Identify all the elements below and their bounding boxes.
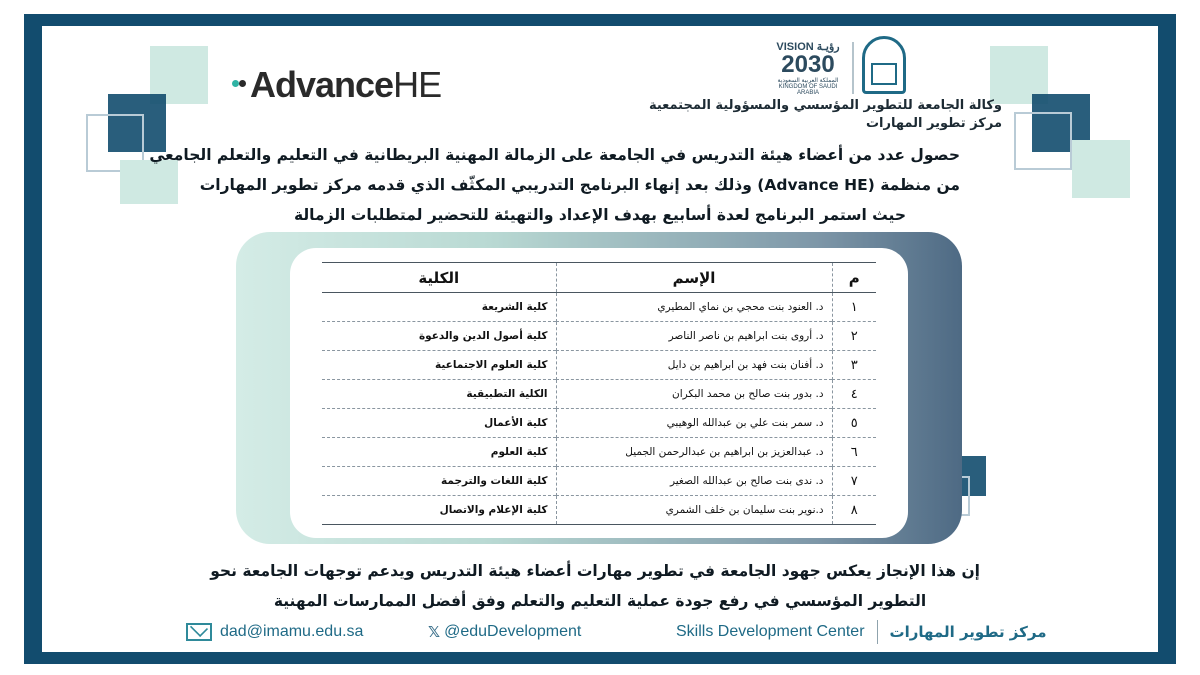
row-num: ١ [832,293,876,322]
row-num: ٦ [832,438,876,467]
university-logo-icon [862,36,906,94]
center-name-ar: مركز تطوير المهارات [889,623,1047,641]
x-handle-text: @eduDevelopment [444,623,582,640]
row-num: ٥ [832,409,876,438]
vision-2030-logo: VISION رؤيـة 2030 المملكة العربية السعودية KINGDOM OF SAUDI ARABIA [776,41,840,96]
footer-center [676,620,1046,644]
intro-line-3: حيث استمر البرنامج لعدة أسابيع بهدف الإعداد والتهيئة للتحضير لمتطلبات الزمالة [293,206,907,224]
agency-title: وكالة الجامعة للتطوير المؤسسي والمسؤولية المجتمعية [648,98,1002,113]
row-num: ٤ [832,380,876,409]
row-num: ٨ [832,496,876,525]
row-name: د. بدور بنت صالح بن محمد البكران [556,380,832,409]
row-college: كلية العلوم الاجتماعية [322,351,556,380]
advance-he-logo [232,64,441,106]
row-college: الكلية التطبيقية [322,380,556,409]
row-name: د. عبدالعزيز بن ابراهيم بن عبدالرحمن الجميل [556,438,832,467]
row-name: د. أروى بنت ابراهيم بن ناصر الناصر [556,322,832,351]
intro-line-2: من منظمة (Advance HE) وذلك بعد إنهاء البرنامج التدريبي المكثّف الذي قدمه مركز تطوير المهارات [199,176,960,194]
row-num: ٢ [832,322,876,351]
header-name: الإسم [556,263,832,293]
footer-x-account[interactable] [428,620,581,644]
footer-email[interactable] [186,620,363,644]
row-name: د. العنود بنت محجي بن نماي المطيري [556,293,832,322]
table-row [322,496,876,525]
mail-icon [186,623,212,641]
logo-dots-icon [232,78,248,92]
fellows-table [322,262,876,525]
row-college: كلية الشريعة [322,293,556,322]
table-row [322,467,876,496]
footer-divider [877,620,878,644]
table-row [322,351,876,380]
table-row [322,380,876,409]
closing-line-2: التطوير المؤسسي في رفع جودة عملية التعليم والتعلم وفق أفضل الممارسات المهنية [273,592,927,610]
row-num: ٧ [832,467,876,496]
row-num: ٣ [832,351,876,380]
row-name: د. أفنان بنت فهد بن ابراهيم بن دايل [556,351,832,380]
center-name: مركز تطوير المهارات [865,116,1002,131]
deco-square [1072,140,1130,198]
row-name: د. سمر بنت علي بن عبدالله الوهيبي [556,409,832,438]
table-row [322,409,876,438]
logo-text: AdvanceHE [250,64,442,105]
center-name-en: Skills Development Center [676,623,865,640]
row-name: د.نوير بنت سليمان بن خلف الشمري [556,496,832,525]
row-college: كلية الأعمال [322,409,556,438]
logo-divider [852,42,854,94]
header-num: م [832,263,876,293]
intro-line-1: حصول عدد من أعضاء هيئة التدريس في الجامعة على الزمالة المهنية البريطانية في التعليم والتعلم الجامعي [149,146,960,164]
table-row [322,293,876,322]
table-row [322,438,876,467]
email-text: dad@imamu.edu.sa [220,623,364,640]
header-college: الكلية [322,263,556,293]
row-college: كلية الإعلام والاتصال [322,496,556,525]
deco-square [1014,112,1072,170]
x-icon: 𝕏 [428,623,441,641]
row-college: كلية العلوم [322,438,556,467]
deco-square [120,160,178,204]
row-name: د. ندى بنت صالح بن عبدالله الصغير [556,467,832,496]
row-college: كلية أصول الدين والدعوة [322,322,556,351]
closing-line-1: إن هذا الإنجاز يعكس جهود الجامعة في تطوير مهارات أعضاء هيئة التدريس ويدعم توجهات الجامعة نحو [210,562,980,580]
table-row [322,322,876,351]
table-header [322,263,876,293]
row-college: كلية اللغات والترجمة [322,467,556,496]
